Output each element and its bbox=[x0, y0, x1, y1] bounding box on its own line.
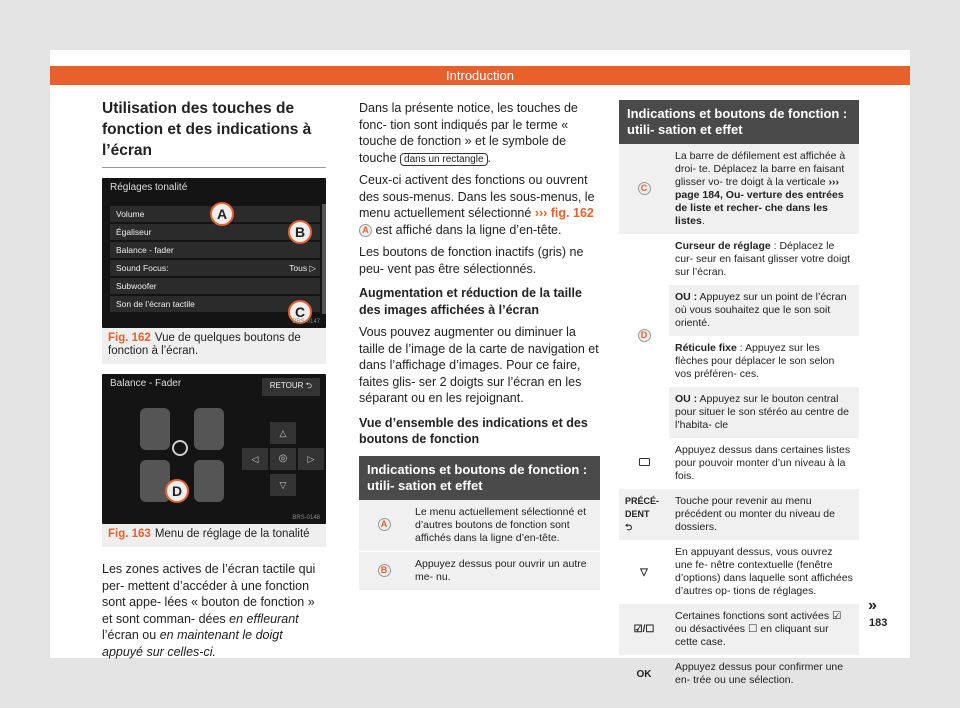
table-value: En appuyant dessus, vous ouvrez une fe- nêtre contextuelle (fenêtre d’options) dans laquelle sont affichées d’autres op- tions de réglages. bbox=[675, 546, 853, 597]
figure-link[interactable]: ››› fig. 162 bbox=[534, 206, 594, 220]
table-key: ☑/☐ bbox=[619, 604, 669, 655]
text: Appuyez sur un point de l’écran où vous souhaitez que le son soit orienté. bbox=[675, 291, 847, 329]
seat-icon bbox=[140, 408, 170, 450]
column-middle bbox=[359, 100, 600, 590]
callout-c: C bbox=[288, 300, 312, 324]
menu-row-subwoofer: Subwoofer bbox=[110, 278, 320, 294]
center-icon: ◎ bbox=[270, 448, 296, 470]
table-row bbox=[619, 234, 859, 285]
arrow-down-icon: ▽ bbox=[270, 474, 296, 496]
arrow-up-icon: △ bbox=[270, 422, 296, 444]
text-bold: OU : bbox=[675, 393, 698, 405]
table-key bbox=[619, 234, 669, 438]
table-row bbox=[619, 604, 859, 655]
key-rectangle-symbol: dans un rectangle bbox=[400, 153, 488, 166]
text: Certaines fonctions sont activées bbox=[675, 610, 832, 622]
text: : Appuyez sur les flèches pour déplacer le son selon vos préféren- ces. bbox=[675, 342, 835, 380]
paragraph-2 bbox=[359, 172, 600, 238]
table-row bbox=[619, 489, 859, 540]
text: Les zones actives de l’écran tactile qui per- mettent d’accéder à une fonction sont appe- lées « bouton de fonction » et sont comman- dées bbox=[102, 562, 316, 626]
back-arrow-icon: ⮌ bbox=[625, 522, 633, 532]
text: est affiché dans la ligne d’en-tête. bbox=[372, 222, 562, 237]
continue-mark: » bbox=[868, 597, 877, 614]
table-key bbox=[359, 500, 409, 552]
table-value bbox=[669, 144, 859, 234]
target-cursor-icon bbox=[172, 440, 188, 456]
figure-163-caption bbox=[102, 524, 326, 547]
text-italic: en maintenant le doigt appuyé sur celles-ci. bbox=[102, 628, 283, 659]
table-value: Appuyez dessus pour ouvrir un autre me- nu. bbox=[409, 551, 600, 590]
text-bold: Réticule fixe bbox=[675, 342, 737, 354]
table-value bbox=[669, 604, 859, 655]
menu-row-equalizer: Égaliseur bbox=[110, 224, 320, 240]
table-title: Indications et boutons de fonction : utili- sation et effet bbox=[619, 100, 859, 144]
table-key bbox=[619, 489, 669, 540]
page-number: 183 bbox=[869, 617, 888, 629]
table-value bbox=[669, 387, 859, 438]
figure-caption-text: Vue de quelques boutons de fonction à l’écran. bbox=[108, 332, 301, 357]
figure-number: Fig. 162 bbox=[108, 332, 151, 344]
text: ou désactivées bbox=[675, 623, 748, 635]
table-key bbox=[619, 438, 669, 489]
subheading-zoom: Augmentation et réduction de la taille des images affichées à l’écran bbox=[359, 286, 582, 317]
letter-badge: B bbox=[378, 564, 391, 577]
triangle-down-icon: ▽ bbox=[640, 566, 648, 578]
figure-162-caption bbox=[102, 328, 326, 364]
text: Appuyez sur le bouton central pour situer le son stéréo au centre de l’habita- cle bbox=[675, 393, 849, 431]
figure-code: BRS-0147 bbox=[292, 319, 320, 325]
menu-row-label: Sound Focus: bbox=[116, 263, 169, 273]
function-table-continued bbox=[619, 144, 859, 693]
paragraph-1 bbox=[359, 100, 600, 166]
sound-focus-value: Tous ▷ bbox=[289, 263, 316, 273]
paragraph-3: Les boutons de fonction inactifs (gris) ne peu- vent pas être sélectionnés. bbox=[359, 245, 584, 276]
checkbox-empty-icon: ☐ bbox=[747, 623, 758, 635]
seat-icon bbox=[194, 408, 224, 450]
table-value: Appuyez dessus pour confirmer une en- trée ou une sélection. bbox=[675, 661, 844, 686]
previous-label: PRÉCÉ- DENT bbox=[625, 496, 660, 519]
table-value bbox=[669, 285, 859, 336]
table-key bbox=[619, 540, 669, 604]
arrow-right-icon: ▷ bbox=[298, 448, 324, 470]
intro-paragraph bbox=[102, 561, 326, 660]
table-value: Touche pour revenir au menu précédent ou monter du niveau de dossiers. bbox=[669, 489, 859, 540]
table-row bbox=[359, 551, 600, 590]
menu-row-balance: Balance - fader bbox=[110, 242, 320, 258]
text: Ceux-ci activent des fonctions ou ouvrent des sous-menus. Dans les sous-menus, le menu actuellement sélectionné bbox=[359, 173, 595, 220]
text: Dans la présente notice, les touches de fonc- tion sont indiqués par le terme « touche de fonction » et le symbole de touche bbox=[359, 101, 578, 165]
text: . bbox=[701, 215, 705, 227]
column-left bbox=[102, 98, 326, 666]
figure-number: Fig. 163 bbox=[108, 528, 151, 540]
letter-badge: D bbox=[638, 329, 651, 342]
letter-badge: A bbox=[378, 518, 391, 531]
subheading-overview: Vue d’ensemble des indications et des boutons de fonction bbox=[359, 415, 588, 446]
callout-a: A bbox=[210, 202, 234, 226]
section-header: Introduction bbox=[50, 66, 910, 85]
text: . bbox=[487, 150, 492, 165]
table-row bbox=[619, 540, 859, 604]
figure-code: BRS-0148 bbox=[292, 515, 320, 521]
text-bold: Curseur de réglage bbox=[675, 240, 771, 252]
folder-icon bbox=[639, 458, 650, 466]
function-table bbox=[359, 500, 600, 590]
text-italic: en effleurant bbox=[229, 611, 299, 626]
callout-b: B bbox=[288, 220, 312, 244]
letter-badge: C bbox=[638, 182, 651, 195]
figure-162-screen bbox=[102, 178, 326, 328]
table-value: Appuyez dessus dans certaines listes pour pouvoir monter d’un niveau à la fois. bbox=[675, 444, 851, 482]
table-title: Indications et boutons de fonction : utili- sation et effet bbox=[359, 456, 600, 500]
menu-row-touch-sound: Son de l’écran tactile bbox=[110, 296, 320, 312]
table-row bbox=[619, 144, 859, 234]
manual-page bbox=[50, 50, 910, 686]
back-button: RETOUR ⮌ bbox=[262, 378, 320, 396]
scrollbar-icon bbox=[322, 204, 326, 314]
arrow-left-icon: ◁ bbox=[242, 448, 268, 470]
table-value bbox=[669, 234, 859, 285]
table-key bbox=[359, 551, 409, 590]
text-bold: OU : bbox=[675, 291, 698, 303]
page-link[interactable]: ››› page 184, Ou- verture des entrées de liste et recher- che dans les listes bbox=[675, 176, 844, 227]
table-key: OK bbox=[636, 668, 652, 680]
table-row bbox=[619, 438, 859, 489]
table-row bbox=[359, 500, 600, 552]
screen-title: Balance - Fader bbox=[110, 378, 182, 389]
table-value bbox=[669, 336, 859, 387]
text: en cliquant sur cette case. bbox=[675, 623, 829, 648]
section-title: Utilisation des touches de fonction et des indications à l’écran bbox=[102, 98, 326, 168]
letter-badge: A bbox=[359, 224, 372, 237]
paragraph-4: Vous pouvez augmenter ou diminuer la taille de l’image de la carte de navigation et dans l’affichage d’images. Pour ce faire, faites glis- ser 2 doigts sur l’écran en les séparant ou en les rejoignant. bbox=[359, 325, 599, 405]
screen-title: Réglages tonalité bbox=[110, 182, 188, 193]
text: : Déplacez le cur- seur en faisant glisser votre doigt sur l’écran. bbox=[675, 240, 851, 278]
menu-row-sound-focus bbox=[110, 260, 320, 276]
text: La barre de défilement est affichée à droi- te. Déplacez la barre en faisant glisser vo- tre doigt à la verticale bbox=[675, 150, 846, 188]
callout-d: D bbox=[165, 479, 189, 503]
column-right bbox=[619, 100, 859, 693]
figure-163-screen bbox=[102, 374, 326, 524]
table-value: Le menu actuellement sélectionné et d’autres boutons de fonction sont affichés dans la ligne d’en-tête. bbox=[409, 500, 600, 552]
table-row bbox=[619, 655, 859, 693]
seat-icon bbox=[194, 460, 224, 502]
menu-row-volume: Volume bbox=[110, 206, 320, 222]
checkbox-empty-icon: ☐ bbox=[645, 624, 655, 635]
checkbox-checked-icon: ☑ bbox=[633, 624, 643, 635]
table-key bbox=[619, 144, 669, 234]
text: l’écran ou bbox=[102, 628, 160, 642]
figure-caption-text: Menu de réglage de la tonalité bbox=[154, 528, 310, 540]
checkbox-checked-icon: ☑ bbox=[832, 610, 842, 622]
